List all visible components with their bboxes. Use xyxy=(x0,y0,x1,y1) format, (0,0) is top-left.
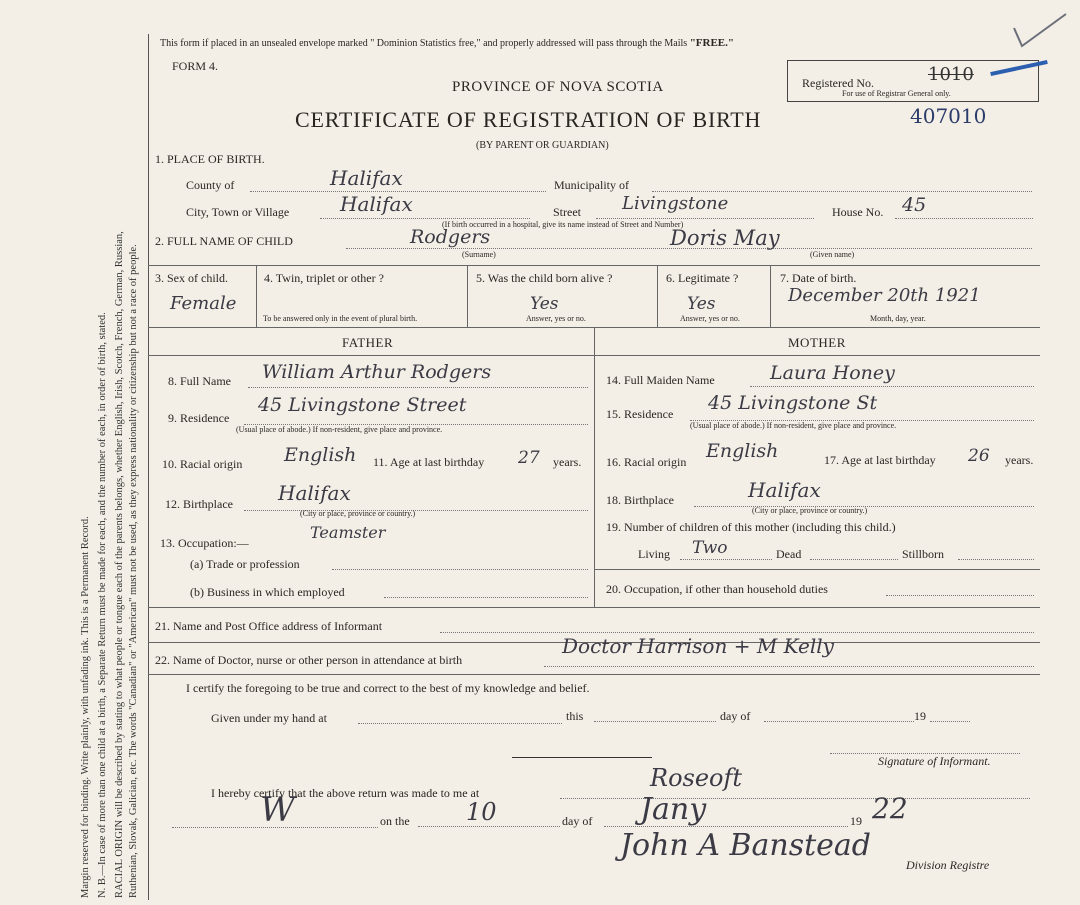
doctor-value: Doctor Harrison + M Kelly xyxy=(562,634,834,658)
municipality-label: Municipality of xyxy=(554,178,629,192)
dead-line xyxy=(810,559,898,560)
year-line xyxy=(930,721,970,722)
mother-residence-label: 15. Residence xyxy=(606,407,674,421)
mother-residence-value: 45 Livingstone St xyxy=(708,392,878,414)
mother-name-value: Laura Honey xyxy=(770,362,895,384)
mother-residence-note: (Usual place of abode.) If non-resident, give place and province. xyxy=(690,421,897,430)
alive-label: 5. Was the child born alive ? xyxy=(476,271,613,285)
street-line xyxy=(596,218,814,219)
living-label: Living xyxy=(638,547,670,561)
stillborn-line xyxy=(958,559,1034,560)
hereby-line xyxy=(560,798,1030,799)
mother-name-line xyxy=(750,386,1034,387)
city-value: Halifax xyxy=(340,192,413,216)
short-rule xyxy=(512,757,652,758)
mother-occupation-top-rule xyxy=(594,569,1040,570)
legitimate-value: Yes xyxy=(687,294,716,314)
margin-note-1: Margin reserved for binding. Write plainly, with unfading ink. This is a Permanent Record. xyxy=(80,516,91,898)
mail-notice: This form if placed in an unsealed envelope marked " Dominion Statistics free," and properly addressed will pass through the Mails "FREE." xyxy=(160,37,735,49)
divider-6-7 xyxy=(770,265,771,327)
registrar-initials: W xyxy=(260,790,295,830)
year-value: 22 xyxy=(872,792,908,825)
on-the-label: on the xyxy=(380,814,410,828)
father-birthplace-line xyxy=(244,510,588,511)
child-given-name: Doris May xyxy=(670,226,780,250)
father-occupation-label: 13. Occupation:— xyxy=(160,536,249,550)
father-occupation-value: Teamster xyxy=(310,523,386,542)
divider-4-5 xyxy=(467,265,468,327)
dob-note: Month, day, year. xyxy=(870,314,926,323)
father-racial-value: English xyxy=(284,444,357,466)
divider-3-4 xyxy=(256,265,257,327)
sex-label: 3. Sex of child. xyxy=(155,271,228,285)
mother-age-label: 17. Age at last birthday xyxy=(824,453,936,467)
street-value: Livingstone xyxy=(622,193,729,214)
doctor-line xyxy=(544,666,1034,667)
division-registrar-label: Division Registre xyxy=(906,858,990,872)
mother-years: years. xyxy=(1005,453,1034,467)
parents-divider xyxy=(594,327,595,607)
registrar-signature: John A Banstead xyxy=(620,828,872,863)
county-value: Halifax xyxy=(330,166,403,190)
child-name-label: 2. FULL NAME OF CHILD xyxy=(155,234,293,248)
surname-caption: (Surname) xyxy=(462,250,496,259)
mother-age-value: 26 xyxy=(968,446,990,466)
business-label: (b) Business in which employed xyxy=(190,585,345,599)
parents-bottom-rule xyxy=(148,607,1040,608)
informant-label: 21. Name and Post Office address of Informant xyxy=(155,619,383,633)
alive-value: Yes xyxy=(530,294,559,314)
year-prefix: 19 xyxy=(914,709,926,723)
registered-label: Registered No. xyxy=(802,76,874,90)
margin-notes xyxy=(0,0,145,905)
father-residence-value: 45 Livingstone Street xyxy=(258,394,467,416)
father-age-label: 11. Age at last birthday xyxy=(373,455,485,469)
doctor-label: 22. Name of Doctor, nurse or other person in attendance at birth xyxy=(155,653,463,667)
municipality-line xyxy=(652,191,1032,192)
child-surname: Rodgers xyxy=(410,226,491,248)
father-residence-label: 9. Residence xyxy=(168,411,230,425)
doctor-rule xyxy=(148,674,1040,675)
mother-racial-value: English xyxy=(706,440,779,462)
mother-birthplace-value: Halifax xyxy=(748,478,821,502)
father-name-label: 8. Full Name xyxy=(168,374,231,388)
informant-line xyxy=(440,632,1034,633)
trade-label: (a) Trade or profession xyxy=(190,557,300,571)
day-value: 10 xyxy=(466,798,497,826)
father-heading: FATHER xyxy=(342,335,394,350)
place-of-birth-heading: 1. PLACE OF BIRTH. xyxy=(155,152,265,166)
dob-value: December 20th 1921 xyxy=(788,285,981,306)
father-age-value: 27 xyxy=(518,448,540,468)
on-the-line xyxy=(418,826,560,827)
father-birthplace-value: Halifax xyxy=(278,481,351,505)
father-birthplace-label: 12. Birthplace xyxy=(165,497,233,511)
day-of-label-2: day of xyxy=(562,814,593,828)
trade-line xyxy=(332,569,588,570)
given-label: Given under my hand at xyxy=(211,711,327,725)
day-of-label: day of xyxy=(720,709,751,723)
certificate-title: CERTIFICATE OF REGISTRATION OF BIRTH xyxy=(295,107,762,132)
this-line xyxy=(594,721,716,722)
day-of-line xyxy=(764,721,914,722)
house-value: 45 xyxy=(902,194,927,216)
row-top-rule xyxy=(148,265,1040,266)
father-birthplace-note: (City or place, province or country.) xyxy=(300,509,416,518)
mother-children-label: 19. Number of children of this mother (including this child.) xyxy=(606,520,896,534)
hereby-place: Roseoft xyxy=(650,764,743,792)
house-line xyxy=(895,218,1033,219)
mother-occupation-label: 20. Occupation, if other than household duties xyxy=(606,582,828,596)
divider-5-6 xyxy=(657,265,658,327)
hereby-label: I hereby certify that the above return was made to me at xyxy=(211,786,480,800)
mother-occupation-line xyxy=(886,595,1034,596)
father-racial-label: 10. Racial origin xyxy=(162,457,243,471)
father-residence-note: (Usual place of abode.) If non-resident, give place and province. xyxy=(236,425,443,434)
father-name-line xyxy=(248,387,588,388)
legitimate-note: Answer, yes or no. xyxy=(680,314,740,323)
legitimate-label: 6. Legitimate ? xyxy=(666,271,739,285)
margin-note-4: Ruthenian, Slovak, Galician, etc. The words "Canadian" or "American" must not be used, as they express nationality or citizenship but not a race of people. xyxy=(128,244,139,898)
certificate-number: 407010 xyxy=(910,104,987,128)
street-label: Street xyxy=(553,205,581,219)
month-value: Jany xyxy=(640,792,707,827)
mother-birthplace-label: 18. Birthplace xyxy=(606,493,674,507)
alive-note: Answer, yes or no. xyxy=(526,314,586,323)
this-label: this xyxy=(566,709,584,723)
province-heading: PROVINCE OF NOVA SCOTIA xyxy=(452,79,664,95)
form-left-border xyxy=(148,34,149,900)
father-years: years. xyxy=(553,455,582,469)
living-line xyxy=(680,559,772,560)
registered-note: For use of Registrar General only. xyxy=(842,89,951,98)
given-line xyxy=(358,723,562,724)
margin-note-3: RACIAL ORIGIN will be described by stating to what people or tongue each of the parents belongs, whether English, Irish, Scotch, French, German, Russian, xyxy=(114,231,125,898)
registered-number: 1010 xyxy=(928,64,974,85)
form-number: FORM 4. xyxy=(172,59,219,73)
mother-racial-label: 16. Racial origin xyxy=(606,455,687,469)
hospital-note: (If birth occurred in a hospital, give its name instead of Street and Number) xyxy=(442,220,684,229)
house-label: House No. xyxy=(832,205,884,219)
mother-name-label: 14. Full Maiden Name xyxy=(606,373,715,387)
twin-label: 4. Twin, triplet or other ? xyxy=(264,271,384,285)
living-value: Two xyxy=(692,538,728,558)
mother-heading: MOTHER xyxy=(788,335,846,350)
stillborn-label: Stillborn xyxy=(902,547,945,561)
business-line xyxy=(384,597,588,598)
county-label: County of xyxy=(186,178,235,192)
dob-label: 7. Date of birth. xyxy=(780,271,857,285)
signature-label: Signature of Informant. xyxy=(878,754,991,768)
twin-note: To be answered only in the event of plural birth. xyxy=(263,314,418,323)
city-line xyxy=(320,218,530,219)
parents-heading-rule xyxy=(148,355,1040,356)
margin-note-2: N. B.—In case of more than one child at a birth, a Separate Return must be made for each, and the number of each, in order of birth, stated. xyxy=(97,312,108,898)
check-mark-icon xyxy=(1010,8,1070,50)
father-name-value: William Arthur Rodgers xyxy=(262,361,492,383)
dead-label: Dead xyxy=(776,547,802,561)
mother-birthplace-note: (City or place, province or country.) xyxy=(752,506,868,515)
certify-statement: I certify the foregoing to be true and correct to the best of my knowledge and belief. xyxy=(186,681,590,695)
city-label: City, Town or Village xyxy=(186,205,290,219)
year-prefix-2: 19 xyxy=(850,814,862,828)
certificate-subtitle: (BY PARENT OR GUARDIAN) xyxy=(476,140,609,151)
sex-value: Female xyxy=(170,293,237,314)
given-caption: (Given name) xyxy=(810,250,855,259)
